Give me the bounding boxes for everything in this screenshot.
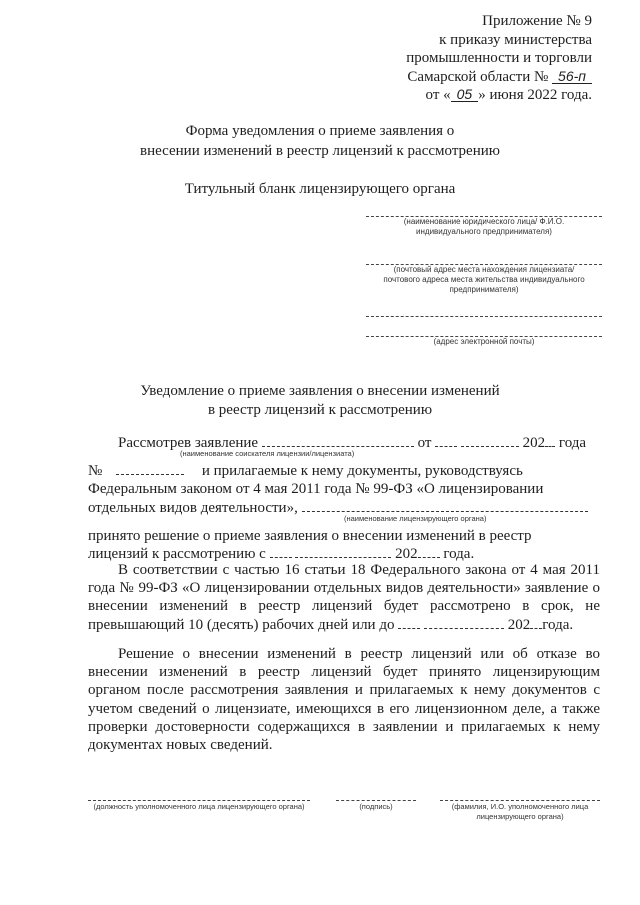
paragraph-1-line-2 [88, 462, 600, 480]
paragraph-3: Решение о внесении изменений в реестр лицензий или об отказе во внесении изменений в реестр лицензий будет принято лицензирующим органом после рассмотрения заявления и прилагаемых к нему документов с учетом сведений о лицензиате, имеющихся в его лицензионном деле, а также проверки достоверности содержащихся в заявлении и прилагаемых к нему документах новых сведений. [88, 646, 600, 754]
deadline-day-blank [398, 616, 420, 629]
appendix-header [406, 12, 592, 105]
addressee-extra-line [366, 316, 602, 317]
addressee-address-block [366, 264, 602, 295]
signature-position [88, 800, 310, 811]
paragraph-1 [88, 434, 600, 563]
signature-name [440, 800, 600, 821]
paragraph-1-text-end: года. [443, 546, 475, 563]
addressee-email-caption: (адрес электронной почты) [433, 337, 535, 346]
order-day-handwritten: 05 [451, 87, 479, 102]
paragraph-1-line-3: Федеральным законом от 4 мая 2011 года № 99-ФЗ «О лицензировании [88, 481, 544, 498]
addressee-name-block [366, 216, 602, 237]
addressee-address-caption-3: предпринимателя) [449, 285, 519, 294]
ministry-name: промышленности и торговли [406, 50, 592, 66]
appendix-number: Приложение № 9 [482, 13, 592, 29]
notice-title-line1: Уведомление о приеме заявления о внесении изменений [140, 383, 500, 399]
order-number-handwritten: 56-п [552, 69, 592, 84]
addressee-address-caption-1: (почтовый адрес места нахождения лицензиата/ [393, 265, 575, 274]
order-number-prefix: Самарской области № [407, 68, 549, 85]
addressee-name-caption-1: (наименование юридического лица/ Ф.И.О. [403, 217, 565, 226]
sign-caption: (подпись) [359, 802, 393, 811]
applicant-blank [262, 434, 414, 447]
paragraph-1-year: 202 [522, 435, 546, 451]
applicant-caption: (наименование соискателя лицензии/лицензиата) [180, 449, 355, 459]
position-line [88, 800, 310, 801]
order-date-line [406, 86, 592, 105]
paragraph-2-year: 202 [507, 616, 531, 633]
date-day-blank [435, 434, 457, 447]
authority-caption-row [88, 513, 600, 527]
paragraph-1-line-5: принято решение о приеме заявления о внесении изменений в реестр [88, 527, 532, 544]
deadline-month-blank [424, 616, 504, 629]
paragraph-1-text-activities: отдельных видов деятельности», [88, 499, 298, 516]
addressee-extra-line-block [366, 316, 602, 317]
order-reference: к приказу министерства [439, 31, 592, 48]
form-title-line2: внесении изменений в реестр лицензий к рассмотрению [140, 142, 500, 159]
addressee-email-block [366, 336, 602, 347]
addressee-address-caption-2: почтового адреса места жительства индивидуального [383, 275, 585, 284]
date-month-blank [461, 434, 519, 447]
paragraph-1-text-documents: и прилагаемые к нему документы, руководствуясь [201, 463, 523, 480]
position-caption: (должность уполномоченного лица лицензирующего органа) [93, 802, 305, 811]
applicant-caption-row [88, 449, 600, 462]
application-number-blank [116, 462, 184, 475]
order-date-prefix: от « [425, 87, 451, 103]
paragraph-1-text-from: от [417, 435, 432, 451]
authority-blank [302, 499, 588, 512]
name-line [440, 800, 600, 801]
decision-month-blank [295, 545, 391, 558]
paragraph-1-number-sign: № [88, 463, 103, 480]
decision-day-blank [270, 545, 292, 558]
decision-year-blank [418, 545, 440, 558]
order-date-suffix: » июня 2022 года. [478, 87, 592, 103]
date-year-blank [545, 434, 555, 447]
form-title [0, 122, 640, 161]
name-caption-2: лицензирующего органа) [476, 812, 564, 821]
authority-caption: (наименование лицензирующего органа) [344, 513, 487, 523]
order-number-line [406, 68, 592, 87]
form-title-line1: Форма уведомления о приеме заявления о [185, 123, 455, 139]
signature-sign [336, 800, 416, 811]
name-caption-1: (фамилия, И.О. уполномоченного лица [451, 802, 589, 811]
paragraph-1-decision-year: 202 [395, 546, 418, 563]
paragraph-2-text: В соответствии с частью 16 статьи 18 Федерального закона от 4 мая 2011 года № 99-ФЗ «О лицензировании отдельных видов деятельности» заявление о внесении изменений в реестр лицензий будет рассмотрено в срок, не превышающий 10 (десять) рабочих дней или до [88, 562, 600, 633]
addressee-name-caption-2: индивидуального предпринимателя) [416, 227, 552, 236]
paragraph-2 [88, 561, 600, 634]
deadline-year-blank [530, 616, 542, 629]
paragraph-1-text-considered: Рассмотрев заявление [118, 435, 259, 451]
paragraph-1-text-from-date: лицензий к рассмотрению с [88, 546, 266, 563]
notice-title [0, 382, 640, 420]
notice-title-line2: в реестр лицензий к рассмотрению [207, 402, 433, 418]
blank-title: Титульный бланк лицензирующего органа [184, 181, 456, 197]
paragraph-1-text-year: года [558, 435, 587, 451]
paragraph-2-end: года. [542, 616, 574, 633]
sign-line [336, 800, 416, 801]
signature-row [88, 800, 600, 830]
